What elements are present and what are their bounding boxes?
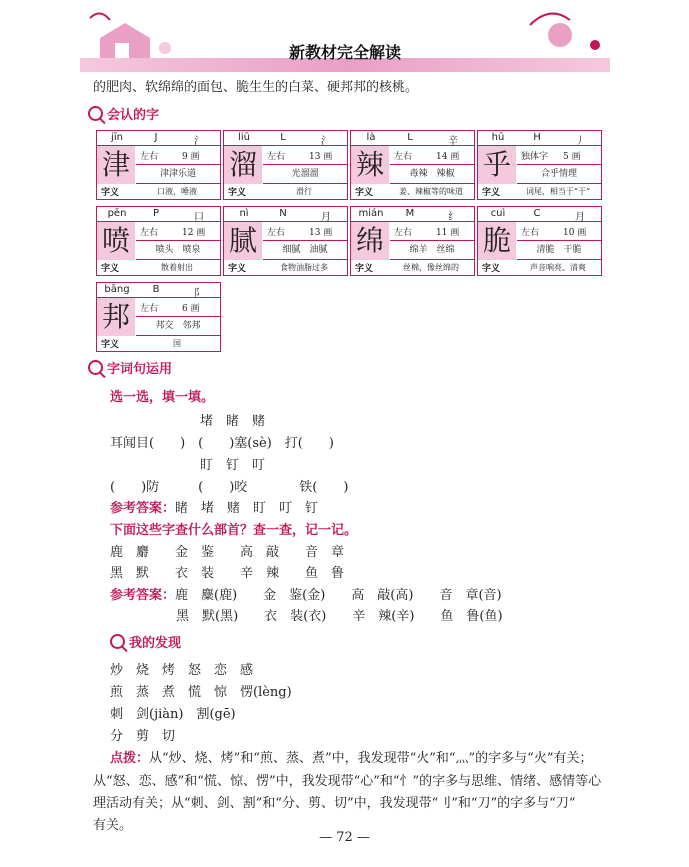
card-pinyin: liū (238, 132, 250, 143)
card-strokes: 14 画 (436, 152, 460, 162)
card-meaning-row (224, 260, 347, 275)
card-character: 邦 (97, 298, 135, 336)
exercise1-line: 耳闻目( ) ( )塞(sè) 打( ) (110, 436, 334, 451)
card-strokes: 11 画 (436, 228, 460, 238)
card-radical: 氵 (194, 136, 204, 147)
card-words: 津津乐道 (136, 165, 220, 184)
card-character: 脆 (478, 222, 516, 260)
card-structure: 左右 (267, 228, 286, 238)
card-capital: M (405, 208, 415, 219)
card-header-row (97, 131, 220, 146)
answer-label: 参考答案： (110, 588, 176, 603)
card-header-row (224, 131, 347, 146)
card-radical: 氵 (321, 136, 331, 147)
card-meaning: 国 (173, 339, 181, 348)
card-strokes: 6 画 (182, 304, 200, 314)
magnifier-icon (88, 360, 103, 375)
card-words: 喷头 喷泉 (136, 241, 220, 260)
card-meaning-label: 字义 (355, 188, 374, 198)
header-title: 新教材完全解读 (288, 43, 401, 62)
exercise1-line: ( )防 ( )咬 铁( ) (110, 480, 349, 495)
card-structure: 左右 (267, 152, 286, 162)
card-pinyin: hū (491, 132, 505, 143)
card-header-row (351, 131, 474, 146)
card-meaning: 食物油脂过多 (280, 263, 328, 272)
exercise2-answer-row: 黑 默(黑) 衣 装(衣) 辛 辣(辛) 鱼 鲁(鱼) (176, 609, 503, 624)
card-info-row (517, 146, 601, 165)
exercise2-title: 下面这些字查什么部首？查一查，记一记。 (110, 523, 358, 538)
card-info-row (136, 222, 220, 241)
card-meaning-row (478, 184, 601, 199)
page-header (80, 0, 610, 74)
magnifier-icon (88, 106, 103, 121)
card-capital: C (533, 208, 541, 219)
card-character: 乎 (478, 146, 516, 184)
exercise2-row: 黑 默 衣 装 辛 辣 鱼 鲁 (110, 566, 345, 581)
card-structure: 左右 (521, 228, 540, 238)
card-radical: 口 (194, 212, 204, 223)
card-header-row (97, 283, 220, 298)
tip-text: 从“炒、烧、烤”和“煎、蒸、煮”中，我发现带“火”和“灬”的字多与“火”有关； (149, 751, 593, 766)
card-meaning-label: 字义 (482, 264, 501, 274)
card-radical: 月 (575, 212, 585, 223)
card-words: 合乎情理 (517, 165, 601, 184)
card-pinyin: bāng (104, 284, 130, 295)
card-meaning: 滑行 (296, 187, 312, 196)
char-card (223, 130, 348, 200)
card-strokes: 9 画 (182, 152, 200, 162)
card-meaning-label: 字义 (101, 188, 120, 198)
card-radical: 丿 (575, 136, 585, 147)
tip-line: 理活动有关；从“刺、剑、割”和“分、剪、切”中，我发现带“刂”和“刀”的字多与“刀” (93, 796, 576, 811)
card-header-row (351, 207, 474, 222)
card-strokes: 12 画 (182, 228, 206, 238)
card-strokes: 13 画 (309, 228, 333, 238)
exercise2-row: 鹿 麝 金 鉴 高 敲 音 章 (110, 545, 345, 560)
discover-row: 炒 烧 烤 怒 恋 感 (110, 663, 254, 678)
char-card (477, 206, 602, 276)
card-pinyin: mián (358, 208, 384, 219)
card-info-row (390, 146, 474, 165)
card-words: 光溜溜 (263, 165, 347, 184)
card-structure: 左右 (394, 152, 413, 162)
card-info-row (136, 146, 220, 165)
card-strokes: 5 画 (563, 152, 581, 162)
card-capital: L (407, 132, 413, 143)
card-info-row (263, 146, 347, 165)
card-character: 辣 (351, 146, 389, 184)
card-radical: 纟 (448, 212, 458, 223)
card-words: 清脆 干脆 (517, 241, 601, 260)
card-header-row (478, 207, 601, 222)
char-card (223, 206, 348, 276)
card-meaning-row (97, 184, 220, 199)
section-title: 字词句运用 (107, 362, 173, 377)
answer-label: 参考答案： (110, 501, 176, 516)
card-pinyin: pēn (107, 208, 127, 219)
card-meaning-label: 字义 (101, 340, 120, 350)
exercise1-title: 选一选，填一填。 (110, 390, 215, 405)
card-radical: 阝 (194, 288, 204, 299)
card-words: 邦交 邻邦 (136, 317, 220, 336)
card-character: 绵 (351, 222, 389, 260)
card-header-row (97, 207, 220, 222)
card-structure: 左右 (140, 228, 159, 238)
section-usage (88, 358, 172, 377)
tip-line (110, 747, 592, 766)
char-card (96, 130, 221, 200)
card-header-row (224, 207, 347, 222)
card-capital: J (154, 132, 158, 143)
section-title: 我的发现 (129, 636, 182, 651)
card-character: 溜 (224, 146, 262, 184)
card-info-row (517, 222, 601, 241)
card-meaning: 姜、辣椒等的味道 (399, 187, 463, 196)
card-meaning-row (351, 184, 474, 199)
tip-label: 点拨： (110, 751, 150, 766)
card-meaning-row (97, 336, 220, 351)
tip-line: 从“怒、恋、感”和“慌、惊、愣”中，我发现带“心”和“忄”的字多与思维、情绪、感情等心 (93, 774, 602, 789)
card-header-row (478, 131, 601, 146)
card-meaning-row (97, 260, 220, 275)
exercise2-answer (110, 584, 502, 603)
card-words: 细腻 油腻 (263, 241, 347, 260)
discover-row: 煎 蒸 煮 慌 惊 愣(lèng) (110, 685, 292, 700)
card-meaning: 口液，唾液 (157, 187, 197, 196)
card-meaning-label: 字义 (355, 264, 374, 274)
char-card (96, 282, 221, 352)
card-meaning-row (478, 260, 601, 275)
card-character: 喷 (97, 222, 135, 260)
card-info-row (390, 222, 474, 241)
card-meaning-label: 字义 (228, 188, 247, 198)
card-words: 毒辣 辣椒 (390, 165, 474, 184)
card-capital: H (533, 132, 541, 143)
card-meaning-row (351, 260, 474, 275)
char-card (477, 130, 602, 200)
discover-row: 刺 剑(jiàn) 割(gē) (110, 707, 236, 722)
exercise1-options: 盯 钉 叮 (200, 458, 266, 473)
section-discover (110, 632, 181, 651)
magnifier-icon (110, 634, 125, 649)
char-card (350, 130, 475, 200)
card-structure: 左右 (394, 228, 413, 238)
intro-line: 的肥肉、软绵绵的面包、脆生生的白菜、硬邦邦的核桃。 (93, 80, 419, 95)
card-radical: 月 (321, 212, 331, 223)
card-meaning: 丝棉，像丝绵的 (403, 263, 459, 272)
card-strokes: 13 画 (309, 152, 333, 162)
card-character: 腻 (224, 222, 262, 260)
card-pinyin: cuì (490, 208, 506, 219)
exercise1-answer (110, 497, 318, 516)
card-pinyin: là (366, 132, 376, 143)
card-info-row (263, 222, 347, 241)
card-meaning: 散着射出 (161, 263, 193, 272)
char-card (96, 206, 221, 276)
card-meaning-label: 字义 (101, 264, 120, 274)
card-meaning-row (224, 184, 347, 199)
card-structure: 左右 (140, 152, 159, 162)
exercise1-options: 堵 睹 赌 (200, 414, 266, 429)
card-words: 绵羊 丝绵 (390, 241, 474, 260)
card-capital: L (280, 132, 286, 143)
card-meaning: 声音响亮、清爽 (530, 263, 586, 272)
card-meaning: 词尾，相当于“于” (525, 187, 591, 196)
card-radical: 辛 (448, 136, 458, 147)
card-capital: P (152, 208, 160, 219)
card-meaning-label: 字义 (228, 264, 247, 274)
answer-text: 鹿 麋(鹿) 金 鉴(金) 高 敲(高) 音 章(音) (175, 588, 502, 603)
card-meaning-label: 字义 (482, 188, 501, 198)
char-card (350, 206, 475, 276)
card-structure: 独体字 (521, 152, 549, 162)
card-info-row (136, 298, 220, 317)
card-strokes: 10 画 (563, 228, 587, 238)
card-structure: 左右 (140, 304, 159, 314)
card-pinyin: jīn (111, 132, 123, 143)
answer-text: 睹 堵 赌 盯 叮 钉 (175, 501, 319, 516)
discover-row: 分 剪 切 (110, 729, 176, 744)
card-character: 津 (97, 146, 135, 184)
card-capital: B (152, 284, 160, 295)
card-capital: N (279, 208, 287, 219)
page-number: — 72 — (319, 830, 370, 845)
tip-line: 有关。 (93, 818, 133, 833)
card-pinyin: nì (239, 208, 249, 219)
section-recognize (88, 104, 159, 123)
section-title: 会认的字 (107, 108, 160, 123)
